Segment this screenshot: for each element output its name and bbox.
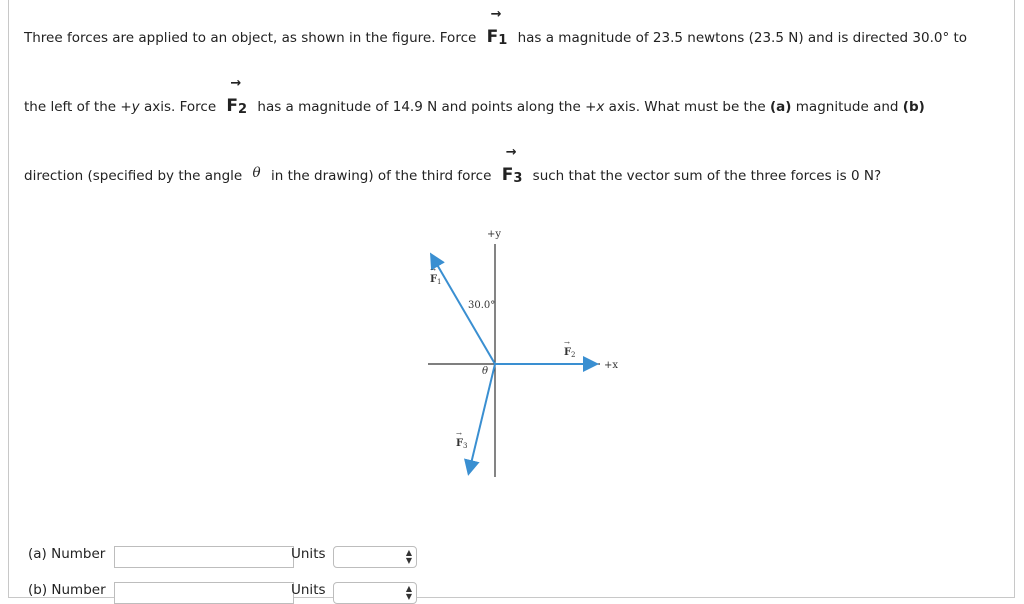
svg-text:→: → xyxy=(456,430,462,438)
f2-vector-symbol: → F2 xyxy=(226,76,248,117)
vector-arrow-icon: → xyxy=(230,76,242,91)
f1-vector-symbol: → F1 xyxy=(486,7,508,48)
select-updown-icon: ▲ ▼ xyxy=(405,548,412,565)
vector-arrow-icon: → xyxy=(490,7,502,22)
question-line-2: the left of the +y axis. Force → F2 has a magnitude of 14.9 N and points along the +x axis. What must be the (a) magnitude and (b) xyxy=(24,76,925,117)
units-a-select[interactable] xyxy=(333,546,417,568)
svg-text:→: → xyxy=(564,339,570,347)
select-updown-icon: ▲ ▼ xyxy=(405,584,412,601)
f3-label xyxy=(456,430,467,450)
force-diagram xyxy=(420,222,630,482)
answer-a-label: (a) Number xyxy=(28,546,106,562)
svg-text:F: F xyxy=(564,347,572,358)
svg-text:2: 2 xyxy=(571,351,576,359)
question-text: Three forces are applied to an object, as shown in the figure. Force xyxy=(24,30,477,46)
f3-vector xyxy=(469,364,495,472)
f2-label xyxy=(564,339,575,359)
x-axis-label: +x xyxy=(604,360,619,371)
question-line-3: direction (specified by the angle θ in the drawing) of the third force → F3 such that the vector sum of the three forces is 0 N? xyxy=(24,145,882,186)
y-axis-label: +y xyxy=(487,229,502,240)
svg-text:F: F xyxy=(456,438,464,449)
units-b-label: Units xyxy=(291,582,326,598)
theta-label: θ xyxy=(482,366,489,377)
units-a-label: Units xyxy=(291,546,326,562)
units-b-select[interactable] xyxy=(333,582,417,604)
answer-a-number-input[interactable] xyxy=(114,546,294,568)
vector-arrow-icon: → xyxy=(505,145,517,160)
angle-label: 30.0° xyxy=(468,300,496,311)
answer-b-number-input[interactable] xyxy=(114,582,294,604)
question-text: has a magnitude of 23.5 newtons (23.5 N) and is directed 30.0° to xyxy=(517,30,968,46)
answer-b-label: (b) Number xyxy=(28,582,106,598)
question-line-1 xyxy=(24,7,968,48)
svg-text:F: F xyxy=(430,274,438,285)
svg-text:3: 3 xyxy=(463,442,468,450)
svg-text:1: 1 xyxy=(437,278,442,286)
f3-vector-symbol: → F3 xyxy=(501,145,523,186)
theta-symbol: θ xyxy=(252,165,261,181)
force-diagram-svg xyxy=(420,222,630,482)
svg-text:→: → xyxy=(430,266,436,274)
